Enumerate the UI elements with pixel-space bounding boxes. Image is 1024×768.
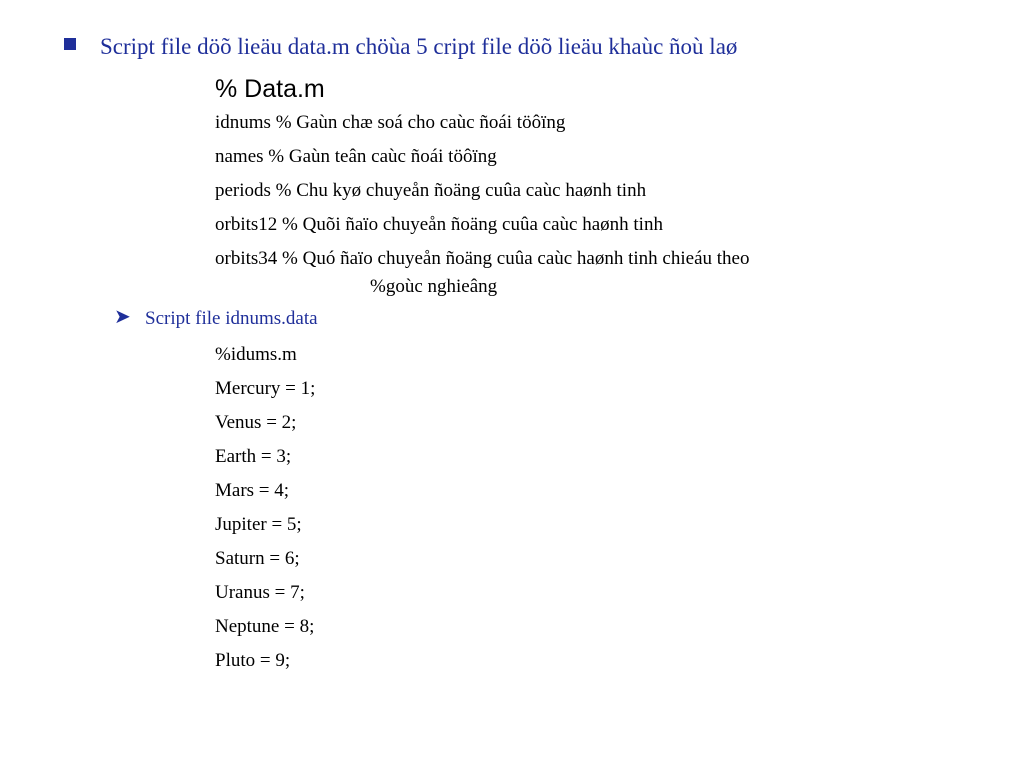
arrowhead-bullet-icon: ➤ (114, 304, 131, 328)
idnums-line: Earth = 3; (215, 446, 292, 467)
data-line: orbits12 % Quõi ñaïo chuyeån ñoäng cuûa caùc haønh tinh (215, 214, 663, 235)
idnums-line: %idums.m (215, 344, 297, 365)
idnums-line: Uranus = 7; (215, 582, 305, 603)
idnums-line: Saturn = 6; (215, 548, 300, 569)
data-line-continuation: %goùc nghieâng (370, 276, 498, 297)
idnums-line: Neptune = 8; (215, 616, 315, 637)
idnums-line: Venus = 2; (215, 412, 297, 433)
square-bullet-icon (64, 38, 76, 50)
idnums-line: Mars = 4; (215, 480, 290, 501)
data-line: orbits34 % Quó ñaïo chuyeån ñoäng cuûa caùc haønh tinh chieáu theo (215, 248, 750, 269)
idnums-line: Pluto = 9; (215, 650, 291, 671)
idnums-line: Mercury = 1; (215, 378, 316, 399)
data-line: periods % Chu kyø chuyeån ñoäng cuûa caùc haønh tinh (215, 180, 647, 201)
bullet-heading: Script file döõ lieäu data.m chöùa 5 cript file döõ lieäu khaùc ñoù laø (100, 34, 738, 59)
code-title: % Data.m (215, 75, 325, 103)
data-line: names % Gaùn teân caùc ñoái töôïng (215, 146, 497, 167)
sub-bullet-heading: Script file idnums.data (145, 308, 318, 329)
idnums-line: Jupiter = 5; (215, 514, 302, 535)
data-line: idnums % Gaùn chæ soá cho caùc ñoái töôïng (215, 112, 566, 133)
